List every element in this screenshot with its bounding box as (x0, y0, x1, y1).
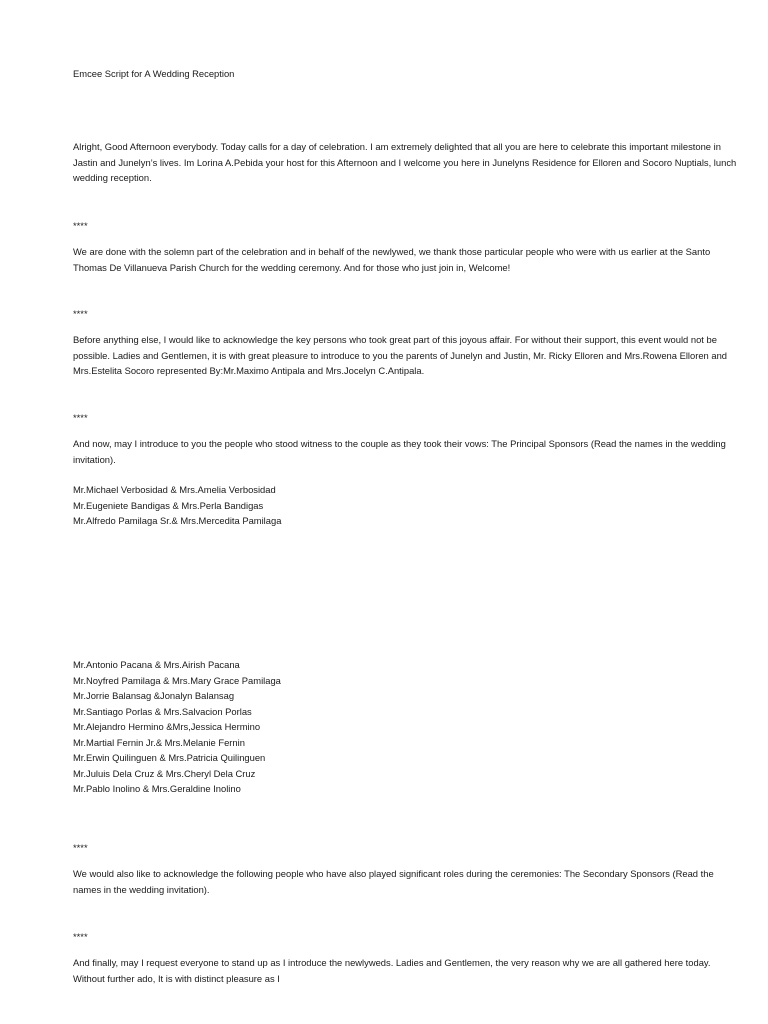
paragraph-secondary-sponsors: We would also like to acknowledge the following people who have also played significant roles during the ceremonies: The Secondary Sponsors (Read the names in the wedding invitation). (73, 868, 714, 895)
list-item: Mr.Noyfred Pamilaga & Mrs.Mary Grace Pamilaga (73, 674, 281, 686)
list-item: Mr.Eugeniete Bandigas & Mrs.Perla Bandigas (73, 499, 264, 511)
separator: **** (73, 220, 88, 231)
paragraph-welcome: Alright, Good Afternoon everybody. Today calls for a day of celebration. I am extremely delighted that all you are here to celebrate this important milestone in Jastin and Junelyn’s lives. Im Lorina A.Pebida your host for this Afternoon and I welcome you here in Junelyns Residence for Elloren and Socoro Nuptials, lunch wedding reception. (73, 141, 737, 183)
list-item: Mr.Jorrie Balansag &Jonalyn Balansag (73, 690, 235, 701)
list-item: Mr.Santiago Porlas & Mrs.Salvacion Porlas (73, 705, 252, 717)
separator: **** (73, 412, 88, 423)
principal-sponsors-list-continued (73, 657, 743, 797)
paragraph-principal-sponsors: And now, may I introduce to you the people who stood witness to the couple as they took their vows: The Principal Sponsors (Read the names in the wedding invitation). (73, 438, 726, 465)
list-item: Mr.Alfredo Pamilaga Sr.& Mrs.Mercedita Pamilaga (73, 515, 282, 526)
paragraph-parents: Before anything else, I would like to acknowledge the key persons who took great part of this joyous affair. For without their support, this event would not be possible. Ladies and Gentlemen, it is with great pleasure to introduce to you the parents of Junelyn and Justin, Mr. Ricky Elloren and Mrs.Rowena Elloren and Mrs.Estelita Socoro represented By:Mr.Maximo Antipala and Mrs.Jocelyn C.Antipala. (73, 334, 728, 376)
document-title: Emcee Script for A Wedding Reception (73, 68, 235, 79)
list-item: Mr.Martial Fernin Jr.& Mrs.Melanie Fernin (73, 736, 245, 748)
list-item: Mr.Pablo Inolino & Mrs.Geraldine Inolino (73, 783, 241, 794)
list-item: Mr.Michael Verbosidad & Mrs.Amelia Verbosidad (73, 484, 276, 495)
paragraph-solemn: We are done with the solemn part of the celebration and in behalf of the newlywed, we thank those particular people who were with us earlier at the Santo Thomas De Villanueva Parish Church for the wedding ceremony. And for those who just join in, Welcome! (73, 246, 711, 273)
list-item: Mr.Alejandro Hermino &Mrs,Jessica Hermino (73, 721, 261, 732)
separator: **** (73, 842, 88, 853)
paragraph-newlyweds: And finally, may I request everyone to stand up as I introduce the newlyweds. Ladies and Gentlemen, the very reason why we are all gathered here today. Without further ado, It is with distinct pleasure as I (73, 957, 711, 984)
separator: **** (73, 931, 88, 942)
list-item: Mr.Juluis Dela Cruz & Mrs.Cheryl Dela Cruz (73, 767, 256, 779)
principal-sponsors-list (73, 482, 743, 529)
separator: **** (73, 308, 88, 319)
list-item: Mr.Antonio Pacana & Mrs.Airish Pacana (73, 659, 240, 670)
list-item: Mr.Erwin Quilinguen & Mrs.Patricia Quilinguen (73, 752, 266, 763)
